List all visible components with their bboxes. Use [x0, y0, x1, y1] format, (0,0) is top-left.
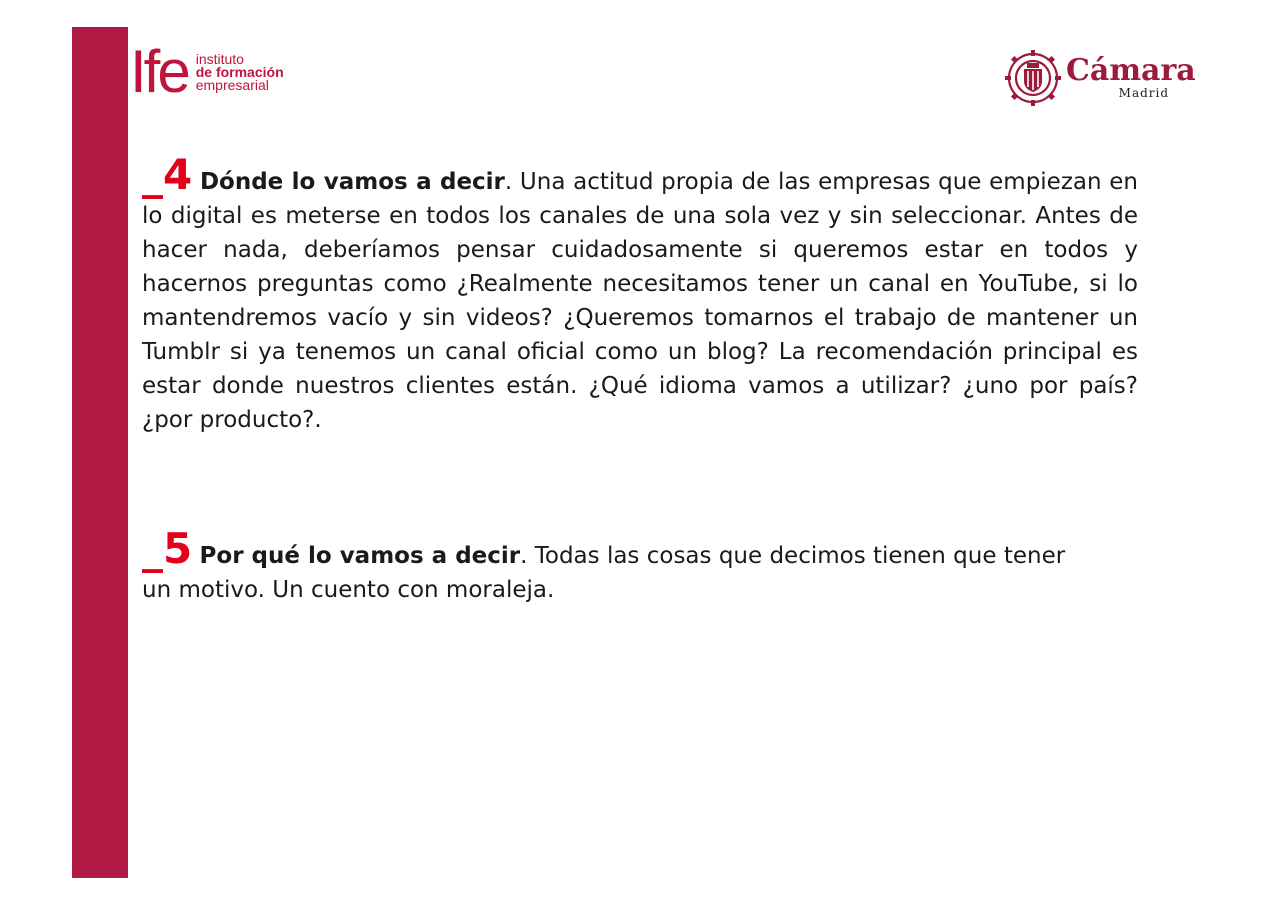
camara-name: Cámara	[1066, 53, 1196, 88]
ife-logo-line3: empresarial	[195, 76, 269, 93]
section-5	[142, 524, 1092, 607]
section-number: _4	[142, 150, 193, 199]
camara-wordmark	[1066, 53, 1196, 100]
camara-logo	[1004, 48, 1196, 108]
ife-logo	[130, 38, 284, 105]
section-heading: Dónde lo vamos a decir	[199, 169, 505, 195]
coat-of-arms-icon	[1004, 49, 1062, 107]
section-number: _5	[142, 524, 193, 573]
section-body: . Una actitud propia de las empresas que empiezan en lo digital es meterse en todos los canales de una sola vez y sin seleccionar. Antes de hacer nada, deberíamos pensar cuidadosamente si queremos estar en todos y hacernos preguntas como ¿Realmente necesitamos tener un canal en YouTube, si lo mantendremos vacío y sin videos? ¿Queremos tomarnos el trabajo de mantener un Tumblr si ya tenemos un canal oficial como un blog? La recomendación principal es estar donde nuestros clientes están. ¿Qué idioma vamos a utilizar? ¿uno por país? ¿por producto?.	[142, 169, 1138, 433]
brand-side-bar	[72, 27, 128, 878]
ife-logo-line2: de formación	[195, 63, 284, 80]
section-body: . Todas las cosas que decimos tienen que tener un motivo. Un cuento con moraleja.	[142, 543, 1066, 603]
camara-city: Madrid	[1118, 86, 1170, 100]
section-4	[142, 150, 1138, 437]
section-heading: Por qué lo vamos a decir	[199, 543, 521, 569]
ife-logo-mark: Ife	[130, 38, 188, 105]
ife-logo-line1: instituto	[195, 50, 244, 67]
ife-logo-text	[195, 50, 284, 93]
